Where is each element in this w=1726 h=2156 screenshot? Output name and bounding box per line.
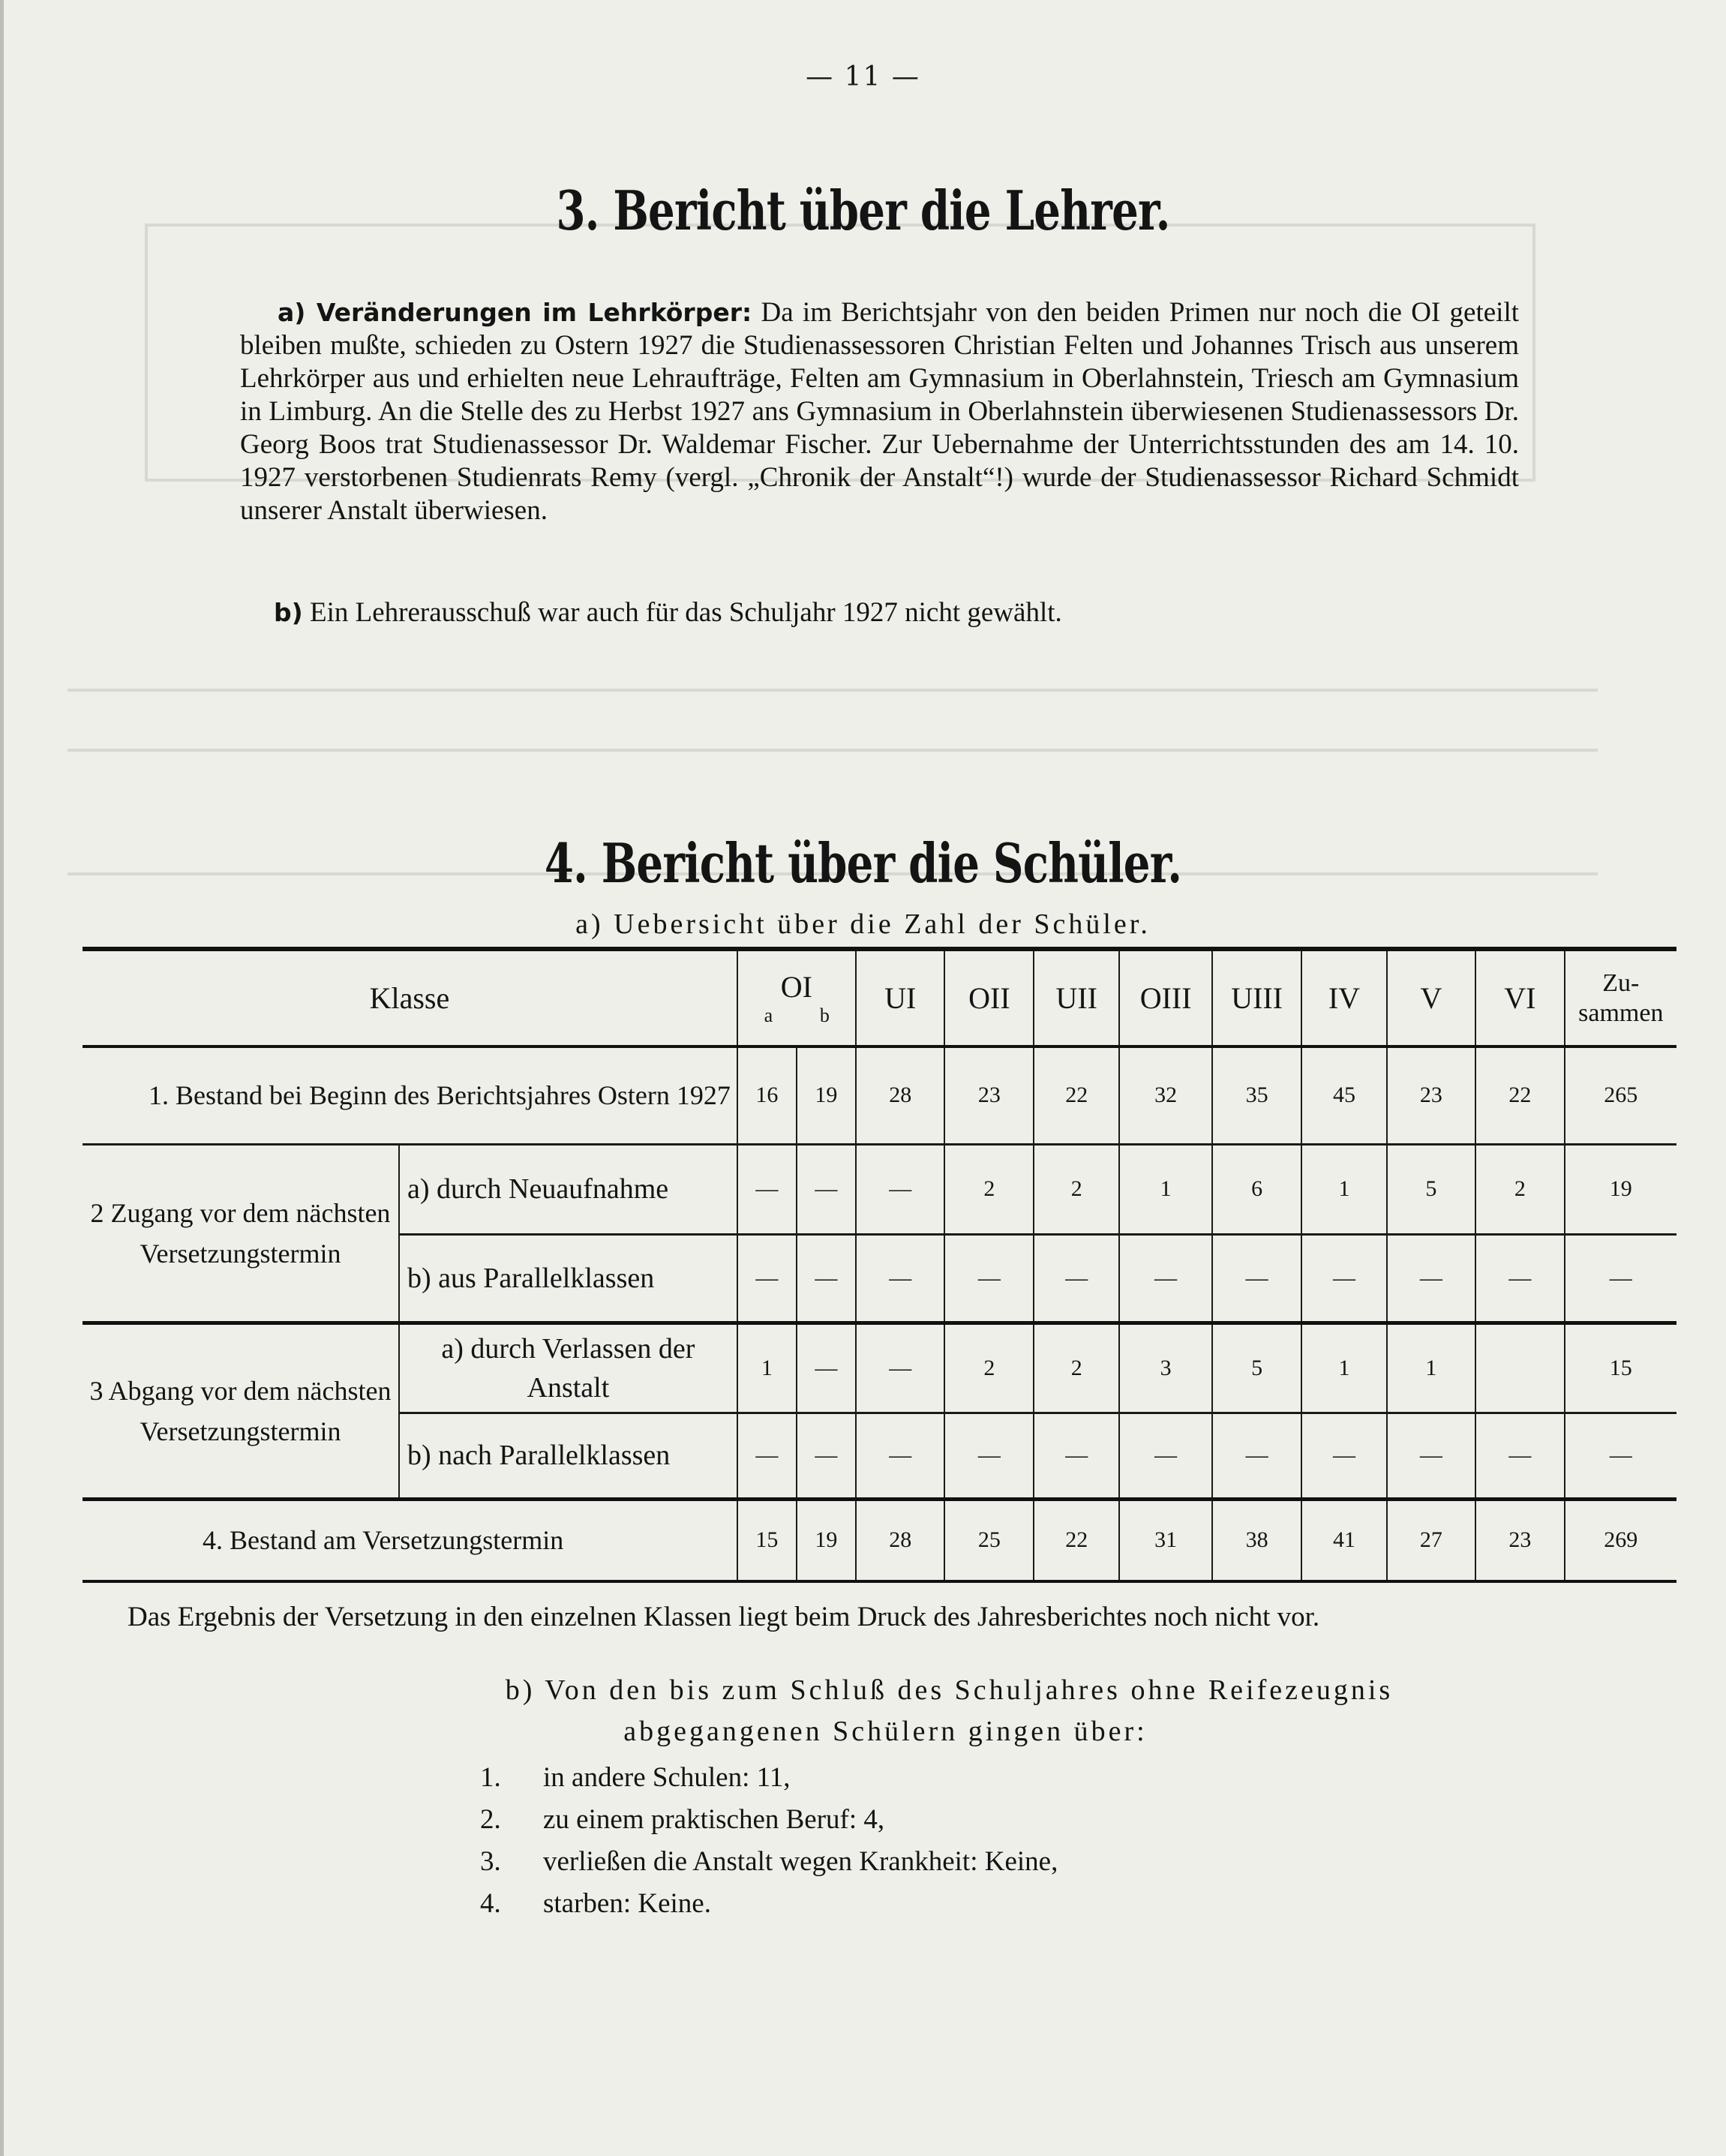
cell-value: — xyxy=(1387,1234,1475,1323)
cell-total: 265 xyxy=(1565,1046,1676,1144)
cell-value: 22 xyxy=(1034,1046,1119,1144)
cell-value: 23 xyxy=(1387,1046,1475,1144)
paragraph-a-text: Da im Berichtsjahr von den beiden Primen nur noch die OI geteilt bleiben mußte, schieden zu Ostern 1927 die Studienassessoren Christian Felten und Johannes Trisch aus unserem Lehrkörper aus und erhielten neue Lehraufträge, Felten am Gymnasium in Oberlahnstein, Triesch am Gymnasium in Limburg. An die Stelle des zu Herbst 1927 ans Gymnasium in Oberlahnstein überwiesenen Studienassessors Dr. Georg Boos trat Studienassessor Dr. Waldemar Fischer. Zur Uebernahme der Unterrichtsstunden des am 14. 10. 1927 verstorbenen Studienrats Remy (vergl. „Chronik der Anstalt“!) wurde der Studienassessor Richard Schmidt unserer Anstalt überwiesen. xyxy=(240,297,1519,526)
cell-total: 15 xyxy=(1565,1323,1676,1413)
header-v: V xyxy=(1387,949,1475,1046)
cell-value: 1 xyxy=(1301,1144,1387,1234)
cell-value: 3 xyxy=(1119,1323,1212,1413)
header-iv: IV xyxy=(1301,949,1387,1046)
cell-value: 2 xyxy=(944,1323,1034,1413)
paragraph-b-label: b) xyxy=(274,598,303,627)
cell-value: 38 xyxy=(1212,1499,1301,1581)
cell-value: 28 xyxy=(856,1499,945,1581)
list-item: 4. starben: Keine. xyxy=(480,1888,711,1919)
cell-value: — xyxy=(1475,1413,1565,1499)
row-label: 3 Abgang vor dem nächsten Versetzungstermin xyxy=(83,1323,399,1499)
cell-total: 19 xyxy=(1565,1144,1676,1234)
cell-value: 23 xyxy=(1475,1499,1565,1581)
cell-value: — xyxy=(1034,1234,1119,1323)
cell-total: 269 xyxy=(1565,1499,1676,1581)
header-vi: VI xyxy=(1475,949,1565,1046)
cell-value: — xyxy=(737,1413,797,1499)
cell-value: — xyxy=(944,1413,1034,1499)
departed-list xyxy=(480,1757,1058,1925)
cell-value: 31 xyxy=(1119,1499,1212,1581)
table-header-row xyxy=(83,949,1676,1046)
cell-value: 6 xyxy=(1212,1144,1301,1234)
paragraph-a-label: a) Veränderungen im Lehrkörper: xyxy=(278,298,752,327)
header-ui: UI xyxy=(856,949,945,1046)
cell-value: — xyxy=(737,1234,797,1323)
cell-value: — xyxy=(797,1144,856,1234)
cell-value: — xyxy=(1119,1413,1212,1499)
list-item: 3. verließen die Anstalt wegen Krankheit: Keine, xyxy=(480,1846,1058,1877)
cell-value: — xyxy=(856,1323,945,1413)
cell-value: 5 xyxy=(1212,1323,1301,1413)
row-sublabel: b) aus Parallelklassen xyxy=(399,1234,737,1323)
cell-value: 41 xyxy=(1301,1499,1387,1581)
header-uiii: UIII xyxy=(1212,949,1301,1046)
cell-value: 5 xyxy=(1387,1144,1475,1234)
cell-value: 2 xyxy=(944,1144,1034,1234)
cell-value: — xyxy=(856,1144,945,1234)
cell-value: 2 xyxy=(1034,1323,1119,1413)
students-overview-heading: a) Uebersicht über die Zahl der Schüler. xyxy=(575,908,1151,940)
cell-value: 15 xyxy=(737,1499,797,1581)
cell-value: — xyxy=(856,1234,945,1323)
cell-value: 45 xyxy=(1301,1046,1387,1144)
table-row xyxy=(83,1499,1676,1581)
cell-value: 19 xyxy=(797,1046,856,1144)
teachers-section-title: 3. Bericht über die Lehrer. xyxy=(556,179,1170,242)
cell-value xyxy=(1475,1323,1565,1413)
cell-value: 35 xyxy=(1212,1046,1301,1144)
row-label: 2 Zugang vor dem nächsten Versetzungstermin xyxy=(83,1144,399,1323)
cell-value: — xyxy=(1212,1234,1301,1323)
cell-value: 1 xyxy=(737,1323,797,1413)
student-count-table xyxy=(83,947,1676,1583)
table-row xyxy=(83,1144,1676,1234)
header-oi-a: a xyxy=(764,1004,773,1026)
header-total: Zu-sammen xyxy=(1565,949,1676,1046)
cell-value: — xyxy=(1387,1413,1475,1499)
header-oi-label: OI xyxy=(780,970,812,1004)
cell-value: 27 xyxy=(1387,1499,1475,1581)
header-uii: UII xyxy=(1034,949,1119,1046)
cell-value: 1 xyxy=(1119,1144,1212,1234)
cell-value: 1 xyxy=(1387,1323,1475,1413)
row-label: 4. Bestand am Versetzungstermin xyxy=(83,1499,737,1581)
cell-value: — xyxy=(944,1234,1034,1323)
teachers-paragraph-a xyxy=(240,296,1519,527)
departed-heading-line2: abgegangenen Schülern gingen über: xyxy=(623,1716,1148,1747)
page-number: — 11 — xyxy=(806,62,920,92)
table-row xyxy=(83,1323,1676,1413)
cell-value: 16 xyxy=(737,1046,797,1144)
versetzung-result-note: Das Ergebnis der Versetzung in den einzelnen Klassen liegt beim Druck des Jahresberichtes noch nicht vor. xyxy=(128,1602,1320,1632)
cell-value: 22 xyxy=(1475,1046,1565,1144)
header-oii: OII xyxy=(944,949,1034,1046)
cell-value: — xyxy=(797,1234,856,1323)
cell-value: 19 xyxy=(797,1499,856,1581)
cell-value: — xyxy=(737,1144,797,1234)
students-section-title: 4. Bericht über die Schüler. xyxy=(544,831,1182,895)
cell-value: 2 xyxy=(1034,1144,1119,1234)
header-klasse: Klasse xyxy=(83,949,737,1046)
paragraph-b-text: Ein Lehrerausschuß war auch für das Schuljahr 1927 nicht gewählt. xyxy=(309,597,1062,628)
cell-value: — xyxy=(1212,1413,1301,1499)
row-sublabel: a) durch Neuaufnahme xyxy=(399,1144,737,1234)
cell-value: 32 xyxy=(1119,1046,1212,1144)
cell-value: — xyxy=(1119,1234,1212,1323)
list-item: 2. zu einem praktischen Beruf: 4, xyxy=(480,1804,885,1835)
cell-value: — xyxy=(797,1413,856,1499)
cell-value: 28 xyxy=(856,1046,945,1144)
cell-value: — xyxy=(1301,1413,1387,1499)
cell-total: — xyxy=(1565,1234,1676,1323)
header-oiii: OIII xyxy=(1119,949,1212,1046)
cell-value: 25 xyxy=(944,1499,1034,1581)
row-label: 1. Bestand bei Beginn des Berichtsjahres Ostern 1927 xyxy=(148,1080,731,1111)
cell-value: 22 xyxy=(1034,1499,1119,1581)
header-oi xyxy=(737,949,856,1046)
cell-total: — xyxy=(1565,1413,1676,1499)
departed-heading-line1: b) Von den bis zum Schluß des Schuljahres ohne Reifezeugnis xyxy=(505,1674,1394,1706)
row-sublabel: b) nach Parallelklassen xyxy=(399,1413,737,1499)
list-item: 1. in andere Schulen: 11, xyxy=(480,1762,791,1793)
cell-value: 23 xyxy=(944,1046,1034,1144)
cell-value: — xyxy=(1034,1413,1119,1499)
cell-value: — xyxy=(1301,1234,1387,1323)
cell-value: 2 xyxy=(1475,1144,1565,1234)
header-oi-b: b xyxy=(819,1004,830,1026)
cell-value: — xyxy=(1475,1234,1565,1323)
teachers-paragraph-b xyxy=(274,596,1549,629)
cell-value: — xyxy=(856,1413,945,1499)
row-sublabel: a) durch Verlassen der Anstalt xyxy=(399,1323,737,1413)
cell-value: 1 xyxy=(1301,1323,1387,1413)
table-row xyxy=(83,1046,1676,1144)
cell-value: — xyxy=(797,1323,856,1413)
